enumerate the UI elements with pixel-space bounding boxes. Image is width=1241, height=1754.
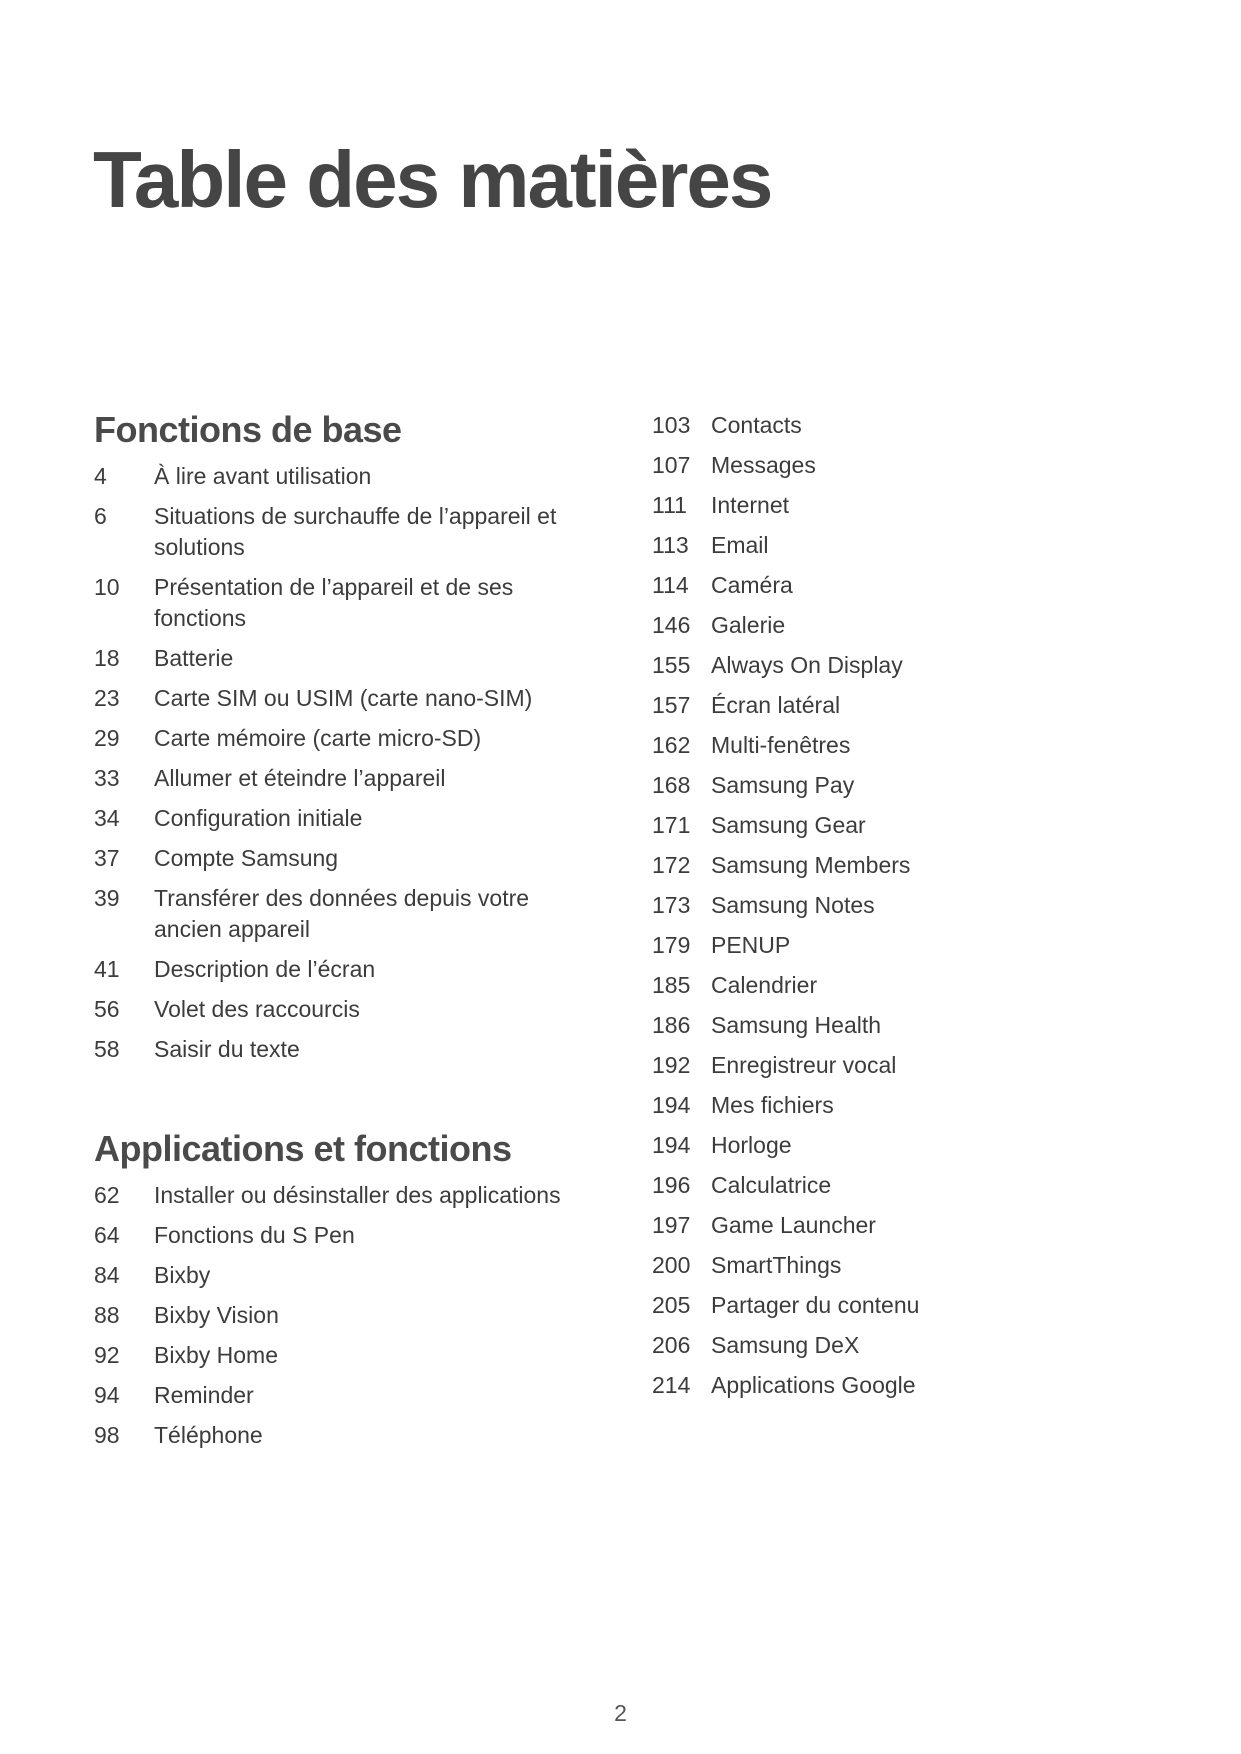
- toc-entry-label: Samsung Gear: [711, 812, 866, 838]
- section-fonctions-de-base: [94, 408, 594, 1065]
- section-title: Applications et fonctions: [94, 1128, 512, 1170]
- toc-entry[interactable]: [652, 890, 1072, 921]
- toc-page-number: 88: [94, 1302, 120, 1329]
- toc-entry-label: Configuration initiale: [154, 805, 363, 832]
- toc-page-number: 206: [652, 1332, 691, 1358]
- toc-entry[interactable]: [652, 690, 1072, 721]
- toc-entry-label: PENUP: [711, 932, 791, 958]
- toc-entry-label: Internet: [711, 492, 789, 518]
- toc-entry[interactable]: [94, 572, 594, 634]
- toc-entry[interactable]: [652, 610, 1072, 641]
- toc-entry-label: Fonctions du S Pen: [154, 1222, 355, 1249]
- toc-entry-label: Bixby Vision: [154, 1302, 279, 1329]
- toc-page-number: 162: [652, 732, 691, 758]
- toc-entry[interactable]: [652, 1170, 1072, 1201]
- toc-entry-label: Présentation de l’appareil et de ses fonctions: [154, 574, 514, 632]
- toc-entry[interactable]: [652, 1370, 1072, 1401]
- toc-entry[interactable]: [94, 1420, 594, 1451]
- toc-page-number: 192: [652, 1052, 691, 1078]
- toc-entry[interactable]: [652, 450, 1072, 481]
- toc-page-number: 157: [652, 692, 691, 718]
- toc-page-number: 194: [652, 1132, 691, 1158]
- toc-page-number: 94: [94, 1382, 120, 1409]
- toc-page-number: 33: [94, 765, 120, 792]
- toc-entry-label: Horloge: [711, 1132, 792, 1158]
- toc-page-number: 194: [652, 1092, 691, 1118]
- toc-page-number: 111: [652, 492, 687, 518]
- toc-entry-label: Email: [711, 532, 769, 558]
- toc-entry-label: SmartThings: [711, 1252, 842, 1278]
- toc-entry[interactable]: [652, 1090, 1072, 1121]
- toc-entry[interactable]: [652, 1210, 1072, 1241]
- toc-entry[interactable]: [652, 530, 1072, 561]
- toc-entry-label: Allumer et éteindre l’appareil: [154, 765, 446, 792]
- toc-page-number: 6: [94, 503, 107, 530]
- toc-page-number: 155: [652, 652, 691, 678]
- toc-entry-label: Samsung Members: [711, 852, 911, 878]
- toc-entry-label: Saisir du texte: [154, 1036, 300, 1063]
- toc-page-number: 84: [94, 1262, 120, 1289]
- page-title: Table des matières: [93, 135, 772, 224]
- toc-page-number: 146: [652, 612, 691, 638]
- toc-entry-label: Compte Samsung: [154, 845, 339, 872]
- toc-entry-label: Enregistreur vocal: [711, 1052, 897, 1078]
- toc-page-number: 62: [94, 1182, 120, 1209]
- toc-entry[interactable]: [652, 570, 1072, 601]
- toc-page-number: 39: [94, 885, 120, 912]
- toc-entry[interactable]: [94, 883, 594, 945]
- toc-page-number: 29: [94, 725, 120, 752]
- toc-entry-label: Reminder: [154, 1382, 254, 1409]
- toc-page-number: 56: [94, 996, 120, 1023]
- toc-page-number: 10: [94, 574, 120, 601]
- toc-entry-label: Messages: [711, 452, 816, 478]
- toc-entry[interactable]: [94, 683, 594, 714]
- toc-entry-label: À lire avant utilisation: [154, 463, 372, 490]
- toc-page-number: 186: [652, 1012, 691, 1038]
- toc-entry[interactable]: [94, 461, 594, 492]
- section-applications-et-fonctions: [94, 1127, 594, 1451]
- toc-entry[interactable]: [652, 1290, 1072, 1321]
- toc-page-number: 168: [652, 772, 691, 798]
- toc-page-number: 58: [94, 1036, 120, 1063]
- toc-page-number: 200: [652, 1252, 691, 1278]
- toc-entry[interactable]: [652, 650, 1072, 681]
- toc-left-column: [94, 408, 594, 1460]
- toc-page-number: 113: [652, 532, 689, 558]
- toc-right-column: [652, 410, 1072, 1410]
- toc-page-number: 92: [94, 1342, 120, 1369]
- toc-entry[interactable]: [94, 763, 594, 794]
- toc-entry[interactable]: [652, 770, 1072, 801]
- toc-page-number: 171: [652, 812, 691, 838]
- toc-list: [652, 410, 1072, 1401]
- toc-entry-label: Calculatrice: [711, 1172, 832, 1198]
- toc-entry-label: Game Launcher: [711, 1212, 876, 1238]
- toc-page-number: 114: [652, 572, 689, 598]
- toc-page-number: 103: [652, 412, 691, 438]
- toc-page-number: 34: [94, 805, 120, 832]
- toc-page-number: 4: [94, 463, 107, 490]
- toc-page-number: 197: [652, 1212, 691, 1238]
- toc-entry-label: Always On Display: [711, 652, 903, 678]
- toc-entry[interactable]: [652, 730, 1072, 761]
- toc-entry[interactable]: [94, 994, 594, 1025]
- toc-entry[interactable]: [652, 1250, 1072, 1281]
- toc-entry-label: Multi-fenêtres: [711, 732, 851, 758]
- toc-entry-label: Carte mémoire (carte micro-SD): [154, 725, 482, 752]
- toc-entry[interactable]: [652, 970, 1072, 1001]
- toc-entry[interactable]: [652, 1050, 1072, 1081]
- toc-entry-label: Applications Google: [711, 1372, 916, 1398]
- toc-entry-label: Samsung Health: [711, 1012, 882, 1038]
- toc-entry[interactable]: [94, 954, 594, 985]
- toc-entry-label: Mes fichiers: [711, 1092, 834, 1118]
- toc-entry-label: Galerie: [711, 612, 786, 638]
- toc-entry-label: Samsung DeX: [711, 1332, 860, 1358]
- toc-page-number: 41: [94, 956, 120, 983]
- toc-page-number: 173: [652, 892, 691, 918]
- toc-entry[interactable]: [94, 1180, 594, 1211]
- toc-list: [94, 1180, 594, 1451]
- toc-entry-label: Transférer des données depuis votre ancien appareil: [154, 885, 530, 943]
- toc-page-number: 205: [652, 1292, 691, 1318]
- toc-entry[interactable]: [94, 803, 594, 834]
- toc-page-number: 185: [652, 972, 691, 998]
- toc-entry[interactable]: [94, 723, 594, 754]
- toc-entry[interactable]: [94, 1260, 594, 1291]
- toc-entry-label: Volet des raccourcis: [154, 996, 360, 1023]
- toc-entry[interactable]: [94, 1034, 594, 1065]
- toc-entry-label: Carte SIM ou USIM (carte nano-SIM): [154, 685, 533, 712]
- toc-page-number: 98: [94, 1422, 120, 1449]
- toc-entry-label: Partager du contenu: [711, 1292, 920, 1318]
- toc-entry-label: Batterie: [154, 645, 234, 672]
- toc-entry[interactable]: [652, 930, 1072, 961]
- toc-entry[interactable]: [94, 1340, 594, 1371]
- toc-entry-label: Caméra: [711, 572, 793, 598]
- toc-entry-label: Bixby Home: [154, 1342, 278, 1369]
- page-number: 2: [614, 1700, 627, 1726]
- toc-entry[interactable]: [652, 810, 1072, 841]
- toc-entry-label: Samsung Pay: [711, 772, 855, 798]
- toc-page-number: 64: [94, 1222, 120, 1249]
- toc-entry-label: Installer ou désinstaller des applications: [154, 1182, 561, 1209]
- toc-page-number: 107: [652, 452, 691, 478]
- toc-entry[interactable]: [94, 1300, 594, 1331]
- toc-entry[interactable]: [94, 643, 594, 674]
- toc-entry[interactable]: [94, 843, 594, 874]
- toc-entry-label: Description de l’écran: [154, 956, 376, 983]
- toc-entry[interactable]: [94, 1380, 594, 1411]
- toc-page-number: 18: [94, 645, 120, 672]
- toc-entry-label: Téléphone: [154, 1422, 263, 1449]
- toc-page-number: 172: [652, 852, 691, 878]
- section-title: Fonctions de base: [94, 409, 402, 450]
- toc-entry-label: Bixby: [154, 1262, 211, 1289]
- toc-page-number: 37: [94, 845, 120, 872]
- toc-page-number: 214: [652, 1372, 691, 1398]
- toc-page-number: 196: [652, 1172, 691, 1198]
- toc-entry[interactable]: [652, 1330, 1072, 1361]
- toc-list: [94, 461, 594, 1065]
- toc-entry[interactable]: [652, 410, 1072, 441]
- toc-entry[interactable]: [652, 1130, 1072, 1161]
- toc-page-number: 23: [94, 685, 120, 712]
- toc-entry-label: Contacts: [711, 412, 802, 438]
- toc-entry[interactable]: [652, 490, 1072, 521]
- toc-entry-label: Samsung Notes: [711, 892, 875, 918]
- toc-entry-label: Situations de surchauffe de l’appareil et solutions: [154, 503, 557, 561]
- toc-entry-label: Écran latéral: [711, 692, 841, 718]
- toc-page-number: 179: [652, 932, 691, 958]
- toc-entry[interactable]: [94, 501, 594, 563]
- toc-entry[interactable]: [652, 850, 1072, 881]
- toc-entry[interactable]: [94, 1220, 594, 1251]
- toc-entry-label: Calendrier: [711, 972, 818, 998]
- toc-entry[interactable]: [652, 1010, 1072, 1041]
